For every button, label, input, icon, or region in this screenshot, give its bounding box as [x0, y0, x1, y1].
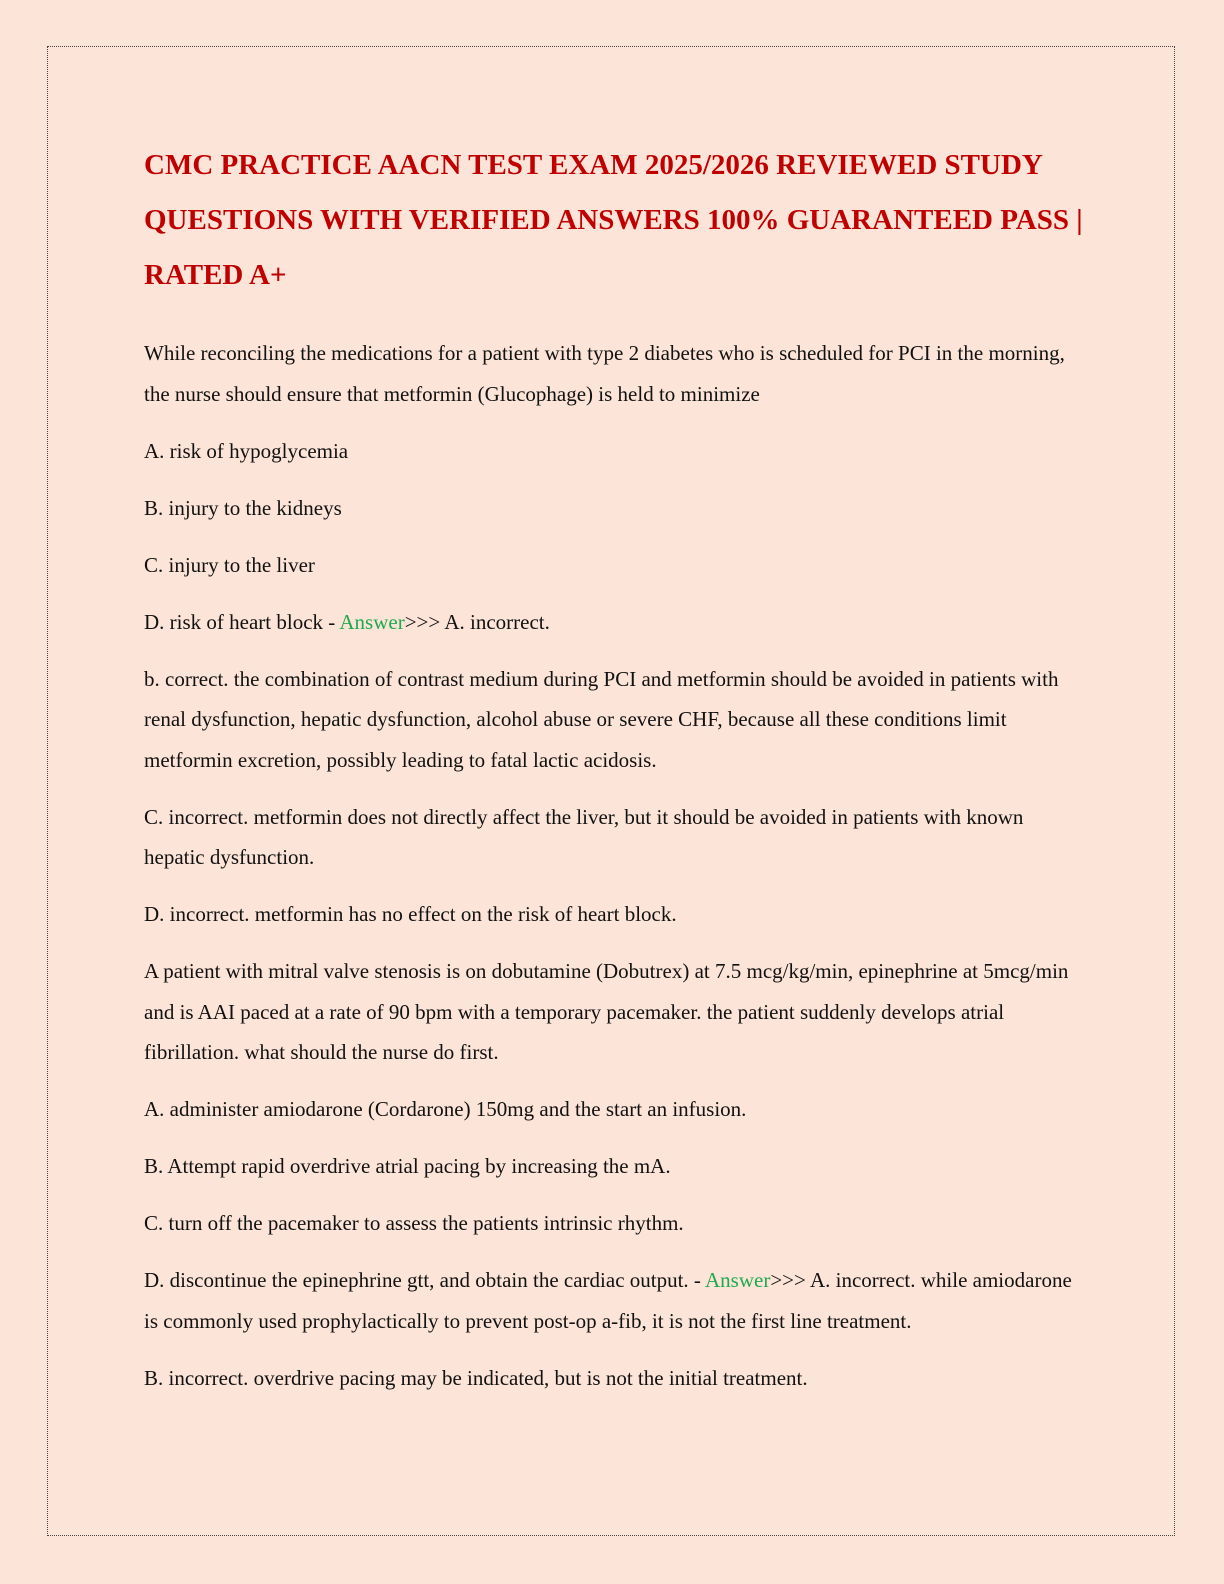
answer-label: Answer [705, 1268, 771, 1292]
answer-arrow: >>> [770, 1268, 806, 1292]
option-d-text: D. risk of heart block - [144, 609, 340, 634]
question-1-option-a: A. risk of hypoglycemia [144, 438, 349, 463]
question-2-stem: A patient with mitral valve stenosis is on dobutamine (Dobutrex) at 7.5 mcg/kg/min, epinephrine at 5mcg/min and is AAI paced at a rate of 90 bpm with a temporary pacemaker. the patient suddenly develops atrial fibrillation. what should the nurse do first. [144, 959, 1069, 1064]
document-title: CMC PRACTICE AACN TEST EXAM 2025/2026 REVIEWED STUDY QUESTIONS WITH VERIFIED ANSWERS 100% GUARANTEED PASS | RATED A+ [144, 149, 1083, 291]
question-2-rationale-b: B. incorrect. overdrive pacing may be indicated, but is not the initial treatment. [144, 1365, 808, 1390]
question-2-option-b: B. Attempt rapid overdrive atrial pacing by increasing the mA. [144, 1154, 671, 1178]
answer-text: A. incorrect. [440, 609, 550, 634]
question-1-option-c: C. injury to the liver [144, 552, 315, 577]
answer-label: Answer [339, 609, 405, 634]
question-1-option-b: B. injury to the kidneys [144, 495, 342, 520]
question-1-rationale-d: D. incorrect. metformin has no effect on the risk of heart block. [144, 902, 677, 926]
option-d-text: D. discontinue the epinephrine gtt, and obtain the cardiac output. - [144, 1268, 706, 1292]
question-1-option-d [144, 602, 1089, 643]
question-2-option-d [144, 1260, 1089, 1341]
question-2-option-c: C. turn off the pacemaker to assess the patients intrinsic rhythm. [144, 1211, 684, 1235]
question-1-rationale-b: b. correct. the combination of contrast medium during PCI and metformin should be avoided in patients with renal dysfunction, hepatic dysfunction, alcohol abuse or severe CHF, because all these conditions limit metformin excretion, possibly leading to fatal lactic acidosis. [144, 666, 1059, 772]
answer-arrow: >>> [404, 609, 441, 634]
question-2-option-a: A. administer amiodarone (Cordarone) 150mg and the start an infusion. [144, 1097, 747, 1121]
answer-text: A. incorrect. while amiodarone is commonly used prophylactically to prevent post-op a-fib, it is not the first line treatment. [144, 1268, 1072, 1333]
document-body [144, 138, 1089, 1415]
question-1-stem: While reconciling the medications for a patient with type 2 diabetes who is scheduled for PCI in the morning, the nurse should ensure that metformin (Glucophage) is held to minimize [144, 341, 1065, 406]
question-1-rationale-c: C. incorrect. metformin does not directly affect the liver, but it should be avoided in patients with known hepatic dysfunction. [144, 804, 1024, 869]
